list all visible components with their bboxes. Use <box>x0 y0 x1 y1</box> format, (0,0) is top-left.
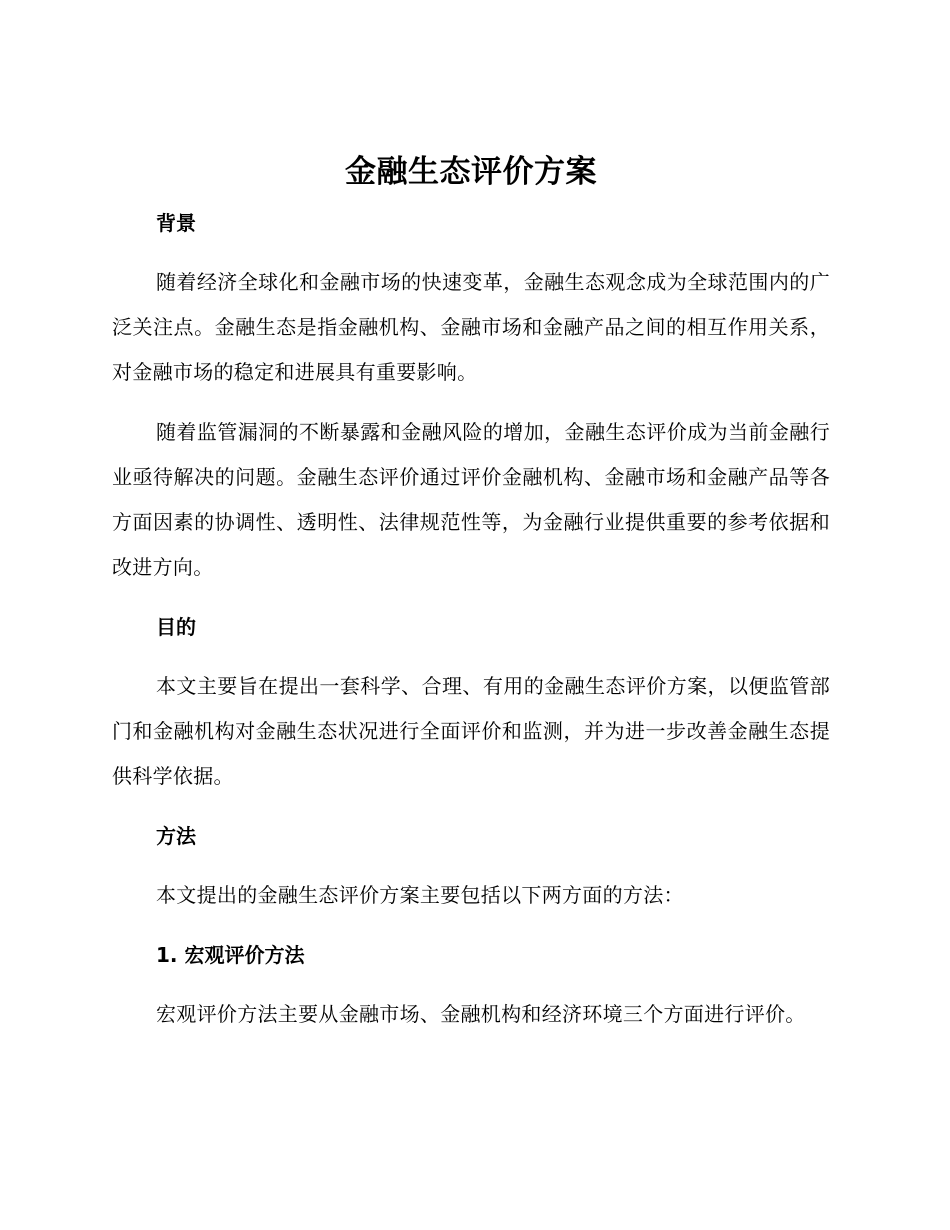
subsection-heading-macro: 1. 宏观评价方法 <box>156 943 305 967</box>
section-heading-purpose: 目的 <box>156 615 196 639</box>
purpose-paragraph-1: 本文主要旨在提出一套科学、合理、有用的金融生态评价方案，以便监管部门和金融机构对金融生态状况进行全面评价和监测，并为进一步改善金融生态提供科学依据。 <box>112 674 830 788</box>
spacer <box>112 642 830 664</box>
background-paragraph-2: 随着监管漏洞的不断暴露和金融风险的增加，金融生态评价成为当前金融行业亟待解决的问题。金融生态评价通过评价金融机构、金融市场和金融产品等各方面因素的协调性、透明性、法律规范性等，为金融行业提供重要的参考依据和改进方向。 <box>112 420 830 579</box>
document-title: 金融生态评价方案 <box>345 154 597 190</box>
spacer <box>112 918 830 940</box>
spacer <box>112 799 830 821</box>
spacer <box>112 194 830 208</box>
section-heading-method: 方法 <box>156 824 196 848</box>
spacer <box>112 238 830 260</box>
spacer <box>112 395 830 410</box>
macro-paragraph-1: 宏观评价方法主要从金融市场、金融机构和经济环境三个方面进行评价。 <box>156 1002 806 1026</box>
method-paragraph-1: 本文提出的金融生态评价方案主要包括以下两方面的方法： <box>156 883 684 907</box>
document-content <box>112 150 830 1037</box>
background-paragraph-1: 随着经济全球化和金融市场的快速变革，金融生态观念成为全球范围内的广泛关注点。金融生态是指金融机构、金融市场和金融产品之间的相互作用关系，对金融市场的稳定和进展具有重要影响。 <box>112 270 830 384</box>
spacer <box>112 590 830 612</box>
spacer <box>112 970 830 992</box>
section-heading-background: 背景 <box>156 211 196 235</box>
spacer <box>112 851 830 873</box>
